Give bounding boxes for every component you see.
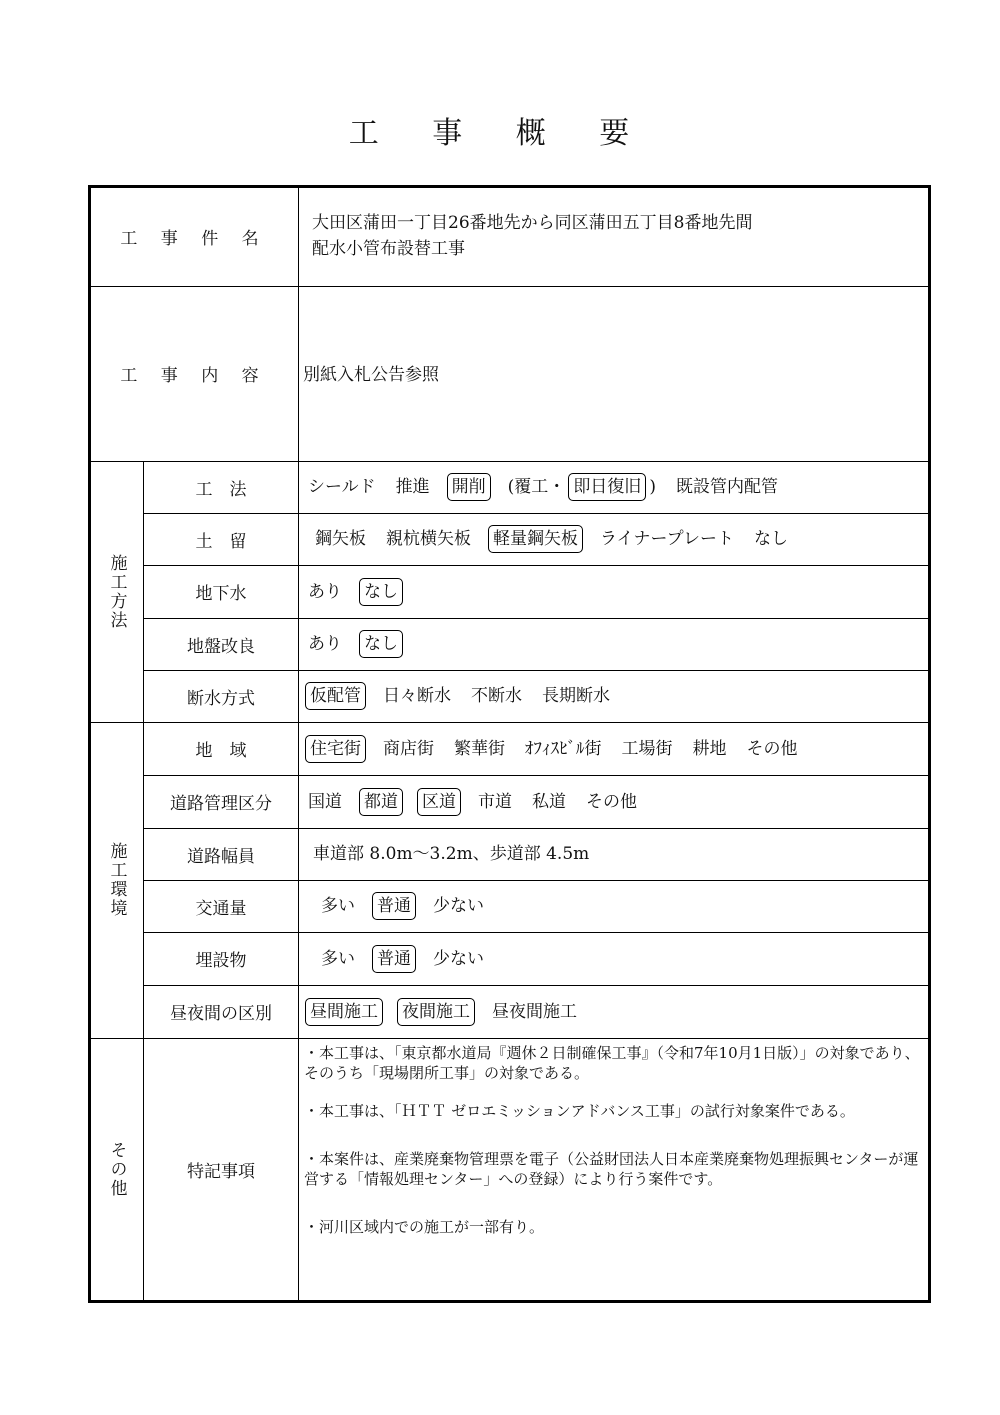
content-label: 工 事 内 容 <box>120 366 268 386</box>
row-label-road-width: 道路幅員 <box>187 846 255 867</box>
selected-option: 区道 <box>417 788 461 816</box>
option: 鋼矢板 <box>315 529 366 549</box>
option: 昼夜間施工 <box>492 1001 577 1022</box>
row-options <box>305 565 417 618</box>
row-label-road-admin: 道路管理区分 <box>170 794 272 814</box>
row-options <box>305 618 417 670</box>
option: 日々断水 <box>383 686 451 706</box>
option: 国道 <box>308 791 342 812</box>
row-options <box>310 828 606 880</box>
page-title: 工 事 概 要 <box>348 116 652 151</box>
option: その他 <box>746 738 798 759</box>
option: 私道 <box>532 791 566 812</box>
option: あり <box>308 634 342 654</box>
option: ｵﾌｨｽﾋﾞﾙ街 <box>525 738 602 759</box>
option: 市道 <box>478 791 512 812</box>
env-group-label: 施工環境 <box>106 842 127 918</box>
row-label-area: 地 域 <box>195 741 247 761</box>
row-options <box>318 880 501 932</box>
option: 推進 <box>395 477 430 497</box>
content-value: 別紙入札公告参照 <box>303 365 439 385</box>
row-label-groundwater: 地下水 <box>195 584 247 604</box>
option: 長期断水 <box>542 686 610 706</box>
special-notes-label: 特記事項 <box>187 1162 255 1182</box>
method-group-label: 施工方法 <box>106 553 127 630</box>
project-name-line2: 配水小管布設替工事 <box>312 239 465 259</box>
selected-option: 住宅街 <box>305 735 366 763</box>
option: ) <box>649 477 656 497</box>
row-label-day-night: 昼夜間の区別 <box>170 1004 272 1024</box>
option: 工場街 <box>621 738 673 759</box>
option: 不断水 <box>471 686 522 706</box>
row-label-traffic: 交通量 <box>195 898 247 919</box>
row-options <box>305 461 795 513</box>
row-options <box>318 932 501 985</box>
option: 少ない <box>433 948 484 969</box>
option: シールド <box>308 477 376 497</box>
option: 親杭横矢板 <box>386 529 471 549</box>
selected-option: 即日復旧 <box>568 473 646 501</box>
selected-option: 開削 <box>447 473 491 501</box>
option: 繁華街 <box>454 738 505 759</box>
option: なし <box>753 529 788 549</box>
row-label-buried: 埋設物 <box>195 951 247 971</box>
option: 耕地 <box>692 738 727 759</box>
selected-option: 昼間施工 <box>305 998 383 1026</box>
selected-option: なし <box>359 578 403 606</box>
row-label-ground-improvement: 地盤改良 <box>187 636 255 657</box>
row-options <box>305 985 594 1038</box>
row-options <box>312 513 805 565</box>
row-options <box>305 722 815 775</box>
option: 多い <box>321 896 355 916</box>
row-options <box>305 775 654 828</box>
row-label-retaining: 土 留 <box>195 531 247 552</box>
note-item: ・本案件は、産業廃棄物管理票を電子（公益財団法人日本産業廃棄物処理振興センターが運営する「情報処理センター」への登録）により行う案件です。 <box>304 1150 919 1188</box>
project-name-value <box>312 210 752 262</box>
selected-option: 普通 <box>372 892 416 920</box>
option: 既設管内配管 <box>675 477 778 497</box>
selected-option: なし <box>359 630 403 658</box>
option: ライナープレート <box>600 529 734 549</box>
other-group-label: その他 <box>106 1141 127 1198</box>
row-options <box>305 670 627 722</box>
option: 少ない <box>433 896 484 916</box>
option: その他 <box>586 791 637 812</box>
option: 商店街 <box>383 738 434 759</box>
project-name-label: 工 事 件 名 <box>120 229 268 249</box>
option: あり <box>308 581 342 602</box>
row-label-water-cutoff: 断水方式 <box>187 688 255 709</box>
note-item: ・本工事は、「ＨＴＴ ゼロエミッションアドバンス工事」の試行対象案件である。 <box>304 1102 855 1120</box>
selected-option: 夜間施工 <box>397 998 475 1026</box>
special-notes <box>304 1043 924 1255</box>
row-label-method: 工 法 <box>195 479 247 500</box>
option: 多い <box>321 948 355 969</box>
project-name-line1: 大田区蒲田一丁目26番地先から同区蒲田五丁目8番地先間 <box>312 213 753 233</box>
selected-option: 都道 <box>359 788 403 816</box>
note-item: ・河川区域内での施工が一部有り。 <box>304 1218 545 1236</box>
divider <box>298 187 299 1301</box>
note-item: ・本工事は、「東京都水道局『週休２日制確保工事』（令和7年10月1日版）」の対象であり、そのうち「現場閉所工事」の対象である。 <box>304 1044 920 1082</box>
selected-option: 仮配管 <box>305 682 366 710</box>
option: (覆工・ <box>507 477 566 497</box>
selected-option: 軽量鋼矢板 <box>488 525 583 553</box>
option: 車道部 8.0m～3.2m、歩道部 4.5m <box>313 844 590 864</box>
selected-option: 普通 <box>372 945 416 973</box>
